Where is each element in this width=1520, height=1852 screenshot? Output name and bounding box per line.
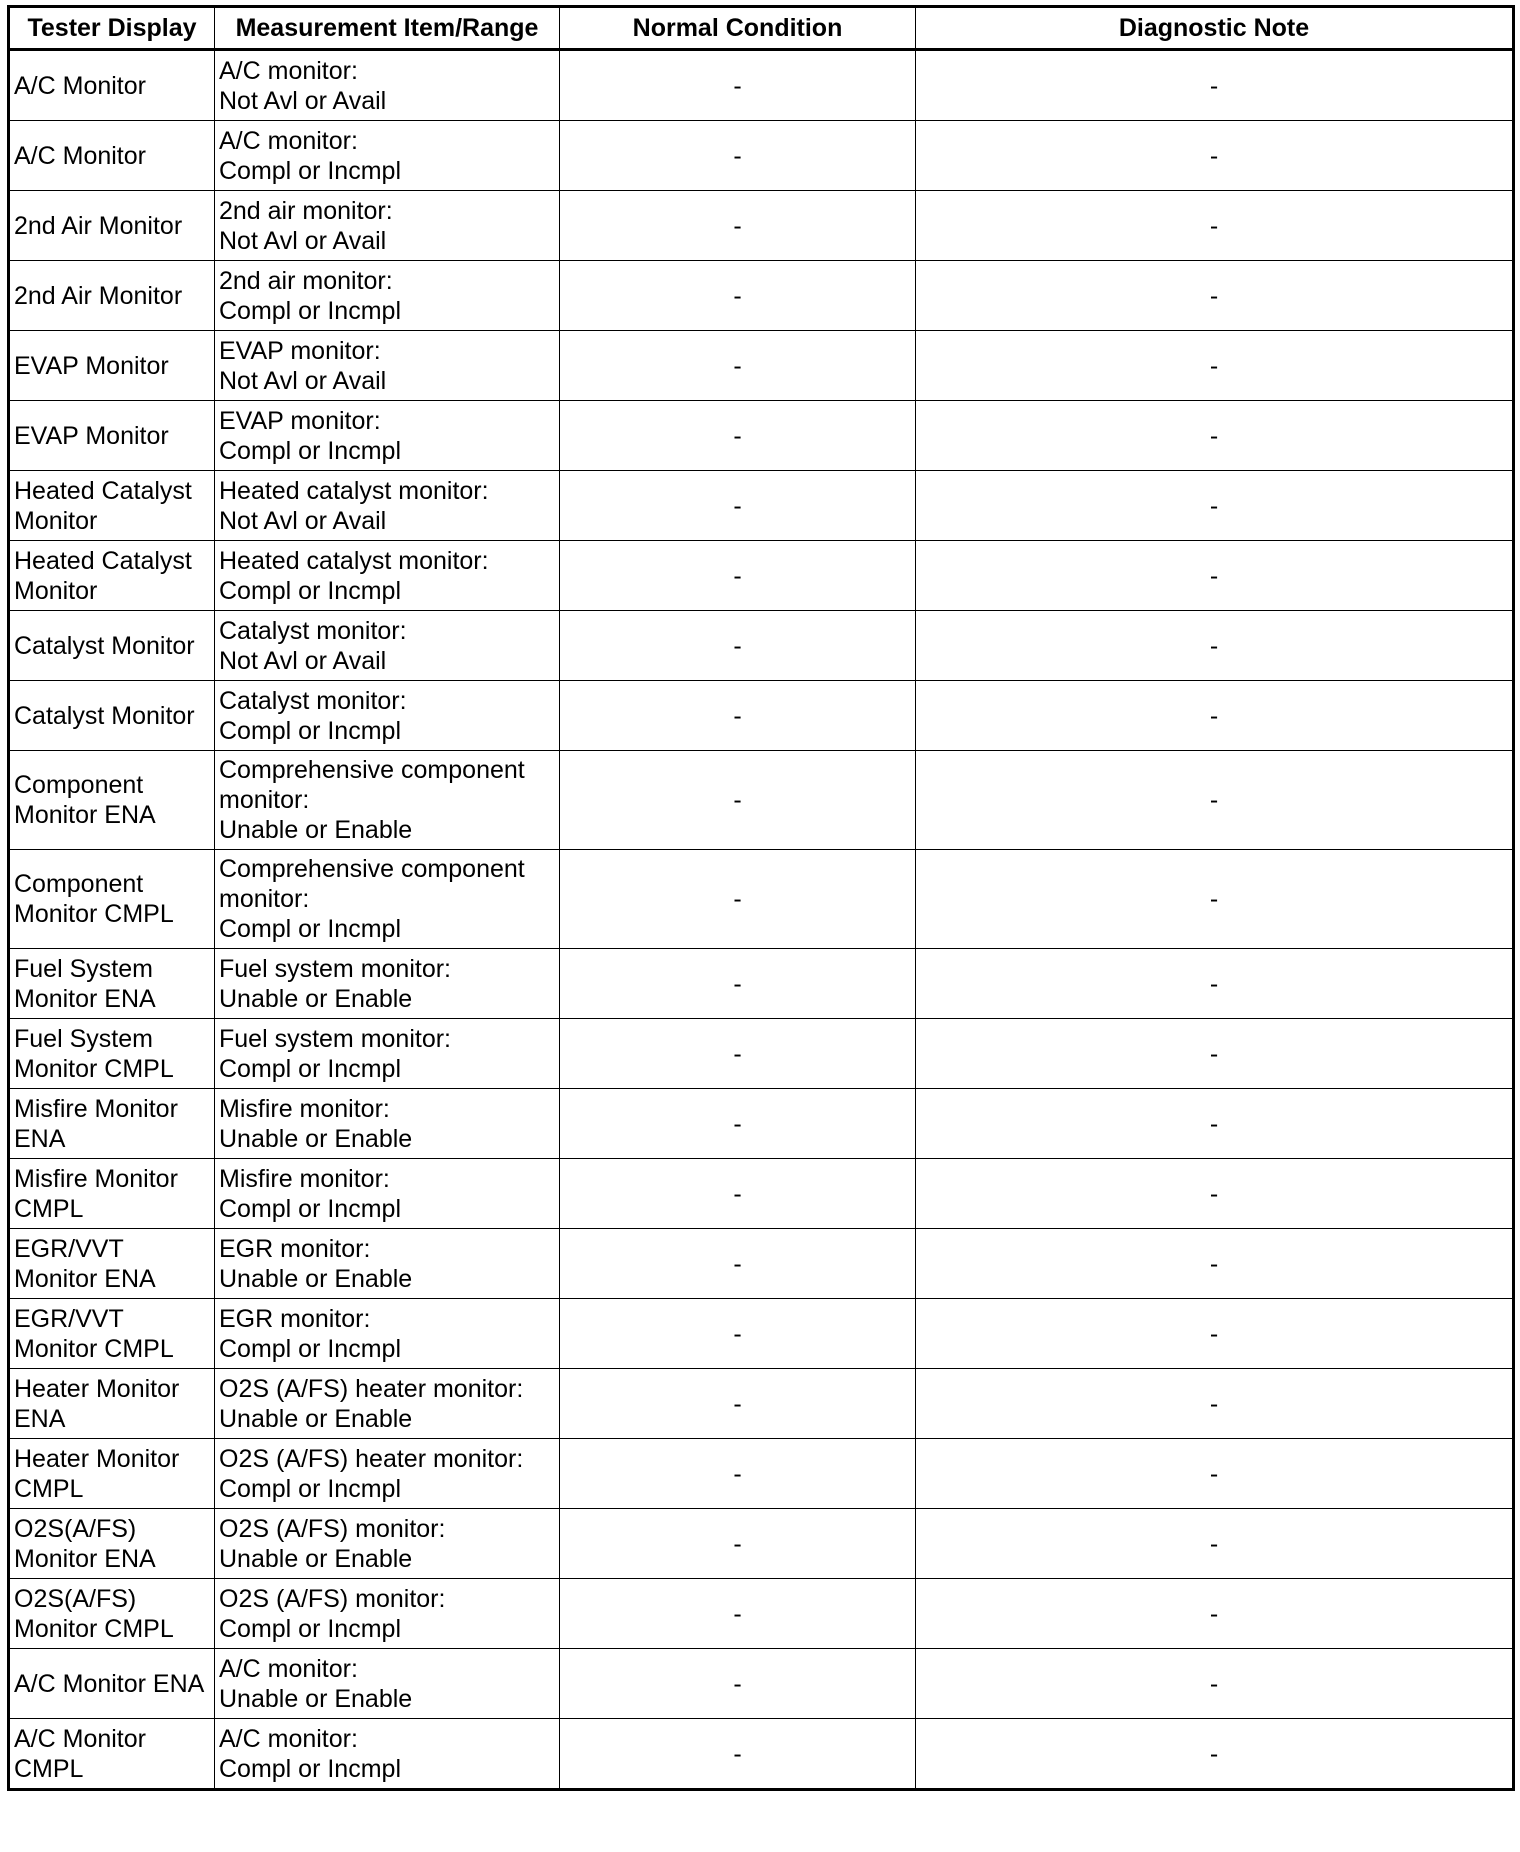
tester-display-text: Monitor CMPL: [14, 900, 174, 928]
tester-display-text: EVAP Monitor: [14, 421, 169, 450]
header-normal-condition: Normal Condition: [560, 7, 916, 50]
tester-display-text: Heated Catalyst: [14, 476, 192, 505]
cell-diagnostic-note: -: [916, 331, 1514, 401]
cell-measurement-item: [215, 471, 560, 541]
measurement-text: Compl or Incmpl: [219, 1054, 401, 1083]
table-row: [9, 1719, 1514, 1790]
cell-tester-display: [9, 681, 215, 751]
measurement-text: Compl or Incmpl: [219, 1334, 401, 1363]
cell-tester-display: [9, 850, 215, 949]
measurement-text: A/C monitor:: [219, 126, 358, 155]
tester-display-text: 2nd Air Monitor: [14, 211, 183, 240]
cell-tester-display: [9, 611, 215, 681]
tester-display-text: Monitor ENA: [14, 1544, 156, 1573]
measurement-text: 2nd air monitor:: [219, 196, 393, 225]
table-row: [9, 331, 1514, 401]
measurement-text: O2S (A/FS) monitor:: [219, 1514, 446, 1543]
cell-tester-display: [9, 331, 215, 401]
cell-diagnostic-note: -: [916, 1299, 1514, 1369]
monitor-status-table: [7, 5, 1515, 1791]
table-body: [9, 50, 1514, 1790]
cell-measurement-item: [215, 1019, 560, 1089]
cell-diagnostic-note: -: [916, 751, 1514, 850]
cell-diagnostic-note: -: [916, 949, 1514, 1019]
cell-tester-display: [9, 1019, 215, 1089]
cell-measurement-item: [215, 681, 560, 751]
cell-normal-condition: -: [560, 1299, 916, 1369]
cell-tester-display: [9, 1439, 215, 1509]
table-row: [9, 681, 1514, 751]
cell-tester-display: [9, 751, 215, 850]
cell-diagnostic-note: -: [916, 50, 1514, 121]
measurement-text: monitor:: [219, 786, 310, 814]
measurement-text: Heated catalyst monitor:: [219, 476, 489, 505]
tester-display-text: Monitor ENA: [14, 984, 156, 1013]
cell-measurement-item: [215, 1649, 560, 1719]
cell-tester-display: [9, 401, 215, 471]
tester-display-text: Heater Monitor: [14, 1374, 180, 1403]
measurement-text: Compl or Incmpl: [219, 1614, 401, 1643]
table-row: [9, 751, 1514, 850]
cell-measurement-item: [215, 331, 560, 401]
cell-normal-condition: -: [560, 1019, 916, 1089]
table-row: [9, 50, 1514, 121]
cell-normal-condition: -: [560, 50, 916, 121]
measurement-text: Not Avl or Avail: [219, 506, 387, 535]
table-row: [9, 1579, 1514, 1649]
cell-measurement-item: [215, 1299, 560, 1369]
measurement-text: Heated catalyst monitor:: [219, 546, 489, 575]
cell-diagnostic-note: -: [916, 1509, 1514, 1579]
tester-display-text: EGR/VVT: [14, 1234, 124, 1263]
measurement-text: 2nd air monitor:: [219, 266, 393, 295]
measurement-text: EVAP monitor:: [219, 406, 381, 435]
measurement-text: Compl or Incmpl: [219, 1194, 401, 1223]
cell-tester-display: [9, 1649, 215, 1719]
monitor-status-sheet: [7, 5, 1512, 1791]
cell-diagnostic-note: -: [916, 1229, 1514, 1299]
tester-display-text: Monitor ENA: [14, 801, 156, 829]
measurement-text: Not Avl or Avail: [219, 226, 387, 255]
measurement-text: O2S (A/FS) monitor:: [219, 1584, 446, 1613]
measurement-text: Compl or Incmpl: [219, 576, 401, 605]
tester-display-text: Monitor ENA: [14, 1264, 156, 1293]
cell-normal-condition: -: [560, 191, 916, 261]
cell-tester-display: [9, 471, 215, 541]
cell-normal-condition: -: [560, 1159, 916, 1229]
measurement-text: monitor:: [219, 885, 310, 913]
cell-normal-condition: -: [560, 1229, 916, 1299]
tester-display-text: Monitor CMPL: [14, 1334, 174, 1363]
tester-display-text: Monitor: [14, 576, 98, 605]
cell-normal-condition: -: [560, 541, 916, 611]
measurement-text: EGR monitor:: [219, 1304, 371, 1333]
cell-normal-condition: -: [560, 121, 916, 191]
measurement-text: Not Avl or Avail: [219, 646, 387, 675]
cell-diagnostic-note: -: [916, 261, 1514, 331]
measurement-text: A/C monitor:: [219, 1654, 358, 1683]
cell-tester-display: [9, 1229, 215, 1299]
table-row: [9, 261, 1514, 331]
cell-normal-condition: -: [560, 1649, 916, 1719]
tester-display-text: Heated Catalyst: [14, 546, 192, 575]
measurement-text: Unable or Enable: [219, 816, 413, 844]
table-row: [9, 121, 1514, 191]
cell-diagnostic-note: -: [916, 1159, 1514, 1229]
cell-tester-display: [9, 50, 215, 121]
tester-display-text: 2nd Air Monitor: [14, 281, 183, 310]
header-measurement-item-range: Measurement Item/Range: [215, 7, 560, 50]
measurement-text: Compl or Incmpl: [219, 915, 401, 943]
cell-measurement-item: [215, 191, 560, 261]
table-row: [9, 191, 1514, 261]
cell-normal-condition: -: [560, 1719, 916, 1790]
measurement-text: Compl or Incmpl: [219, 716, 401, 745]
header-tester-display: Tester Display: [9, 7, 215, 50]
tester-display-text: A/C Monitor: [14, 1724, 146, 1753]
measurement-text: Comprehensive component: [219, 855, 525, 883]
measurement-text: Fuel system monitor:: [219, 954, 452, 983]
tester-display-text: Component: [14, 870, 144, 898]
cell-diagnostic-note: -: [916, 191, 1514, 261]
tester-display-text: Monitor: [14, 506, 98, 535]
cell-measurement-item: [215, 541, 560, 611]
tester-display-text: ENA: [14, 1404, 66, 1433]
table-row: [9, 1229, 1514, 1299]
measurement-text: Unable or Enable: [219, 1684, 413, 1713]
table-row: [9, 471, 1514, 541]
table-row: [9, 949, 1514, 1019]
measurement-text: Not Avl or Avail: [219, 366, 387, 395]
cell-diagnostic-note: -: [916, 121, 1514, 191]
measurement-text: Compl or Incmpl: [219, 436, 401, 465]
tester-display-text: O2S(A/FS): [14, 1584, 137, 1613]
table-row: [9, 401, 1514, 471]
cell-tester-display: [9, 1719, 215, 1790]
cell-measurement-item: [215, 1439, 560, 1509]
table-row: [9, 1509, 1514, 1579]
table-row: [9, 850, 1514, 949]
cell-measurement-item: [215, 50, 560, 121]
cell-diagnostic-note: -: [916, 1719, 1514, 1790]
measurement-text: Fuel system monitor:: [219, 1024, 452, 1053]
cell-measurement-item: [215, 611, 560, 681]
cell-diagnostic-note: -: [916, 1369, 1514, 1439]
cell-normal-condition: -: [560, 1439, 916, 1509]
measurement-text: Unable or Enable: [219, 984, 413, 1013]
tester-display-text: Monitor CMPL: [14, 1054, 174, 1083]
cell-normal-condition: -: [560, 1089, 916, 1159]
measurement-text: Unable or Enable: [219, 1404, 413, 1433]
cell-normal-condition: -: [560, 1509, 916, 1579]
cell-measurement-item: [215, 1369, 560, 1439]
tester-display-text: ENA: [14, 1124, 66, 1153]
measurement-text: Compl or Incmpl: [219, 296, 401, 325]
measurement-text: Catalyst monitor:: [219, 616, 407, 645]
tester-display-text: Heater Monitor: [14, 1444, 180, 1473]
tester-display-text: CMPL: [14, 1474, 84, 1503]
measurement-text: EGR monitor:: [219, 1234, 371, 1263]
tester-display-text: Misfire Monitor: [14, 1094, 178, 1123]
cell-normal-condition: -: [560, 1369, 916, 1439]
cell-diagnostic-note: -: [916, 541, 1514, 611]
header-diagnostic-note: Diagnostic Note: [916, 7, 1514, 50]
cell-normal-condition: -: [560, 751, 916, 850]
measurement-text: Not Avl or Avail: [219, 86, 387, 115]
cell-measurement-item: [215, 1579, 560, 1649]
measurement-text: O2S (A/FS) heater monitor:: [219, 1444, 524, 1473]
cell-measurement-item: [215, 1089, 560, 1159]
cell-measurement-item: [215, 121, 560, 191]
cell-measurement-item: [215, 1509, 560, 1579]
table-row: [9, 1439, 1514, 1509]
cell-tester-display: [9, 1509, 215, 1579]
cell-measurement-item: [215, 850, 560, 949]
measurement-text: EVAP monitor:: [219, 336, 381, 365]
cell-measurement-item: [215, 1719, 560, 1790]
cell-diagnostic-note: -: [916, 1089, 1514, 1159]
tester-display-text: Monitor CMPL: [14, 1614, 174, 1643]
cell-diagnostic-note: -: [916, 681, 1514, 751]
cell-tester-display: [9, 191, 215, 261]
cell-normal-condition: -: [560, 611, 916, 681]
tester-display-text: A/C Monitor: [14, 71, 146, 100]
table-row: [9, 541, 1514, 611]
measurement-text: Misfire monitor:: [219, 1164, 390, 1193]
tester-display-text: Catalyst Monitor: [14, 631, 195, 660]
tester-display-text: EGR/VVT: [14, 1304, 124, 1333]
tester-display-text: CMPL: [14, 1754, 84, 1783]
cell-measurement-item: [215, 949, 560, 1019]
measurement-text: A/C monitor:: [219, 56, 358, 85]
cell-normal-condition: -: [560, 471, 916, 541]
tester-display-text: Component: [14, 771, 144, 799]
cell-diagnostic-note: -: [916, 1439, 1514, 1509]
table-row: [9, 1089, 1514, 1159]
cell-normal-condition: -: [560, 261, 916, 331]
cell-tester-display: [9, 1369, 215, 1439]
cell-diagnostic-note: -: [916, 1649, 1514, 1719]
cell-normal-condition: -: [560, 681, 916, 751]
tester-display-text: A/C Monitor: [14, 141, 146, 170]
cell-measurement-item: [215, 401, 560, 471]
cell-diagnostic-note: -: [916, 850, 1514, 949]
cell-tester-display: [9, 949, 215, 1019]
cell-tester-display: [9, 1299, 215, 1369]
tester-display-text: O2S(A/FS): [14, 1514, 137, 1543]
cell-diagnostic-note: -: [916, 1579, 1514, 1649]
cell-tester-display: [9, 541, 215, 611]
measurement-text: Comprehensive component: [219, 756, 525, 784]
cell-tester-display: [9, 121, 215, 191]
cell-measurement-item: [215, 261, 560, 331]
cell-tester-display: [9, 1089, 215, 1159]
measurement-text: Compl or Incmpl: [219, 156, 401, 185]
cell-measurement-item: [215, 1159, 560, 1229]
tester-display-text: A/C Monitor ENA: [14, 1669, 205, 1698]
measurement-text: Unable or Enable: [219, 1544, 413, 1573]
table-row: [9, 1299, 1514, 1369]
tester-display-text: Fuel System: [14, 1024, 153, 1053]
measurement-text: Compl or Incmpl: [219, 1474, 401, 1503]
cell-tester-display: [9, 261, 215, 331]
measurement-text: Unable or Enable: [219, 1264, 413, 1293]
cell-diagnostic-note: -: [916, 471, 1514, 541]
cell-measurement-item: [215, 1229, 560, 1299]
table-row: [9, 1019, 1514, 1089]
measurement-text: Compl or Incmpl: [219, 1754, 401, 1783]
cell-normal-condition: -: [560, 850, 916, 949]
tester-display-text: Catalyst Monitor: [14, 701, 195, 730]
tester-display-text: Fuel System: [14, 954, 153, 983]
table-row: [9, 1649, 1514, 1719]
cell-diagnostic-note: -: [916, 1019, 1514, 1089]
table-header-row: [9, 7, 1514, 50]
cell-diagnostic-note: -: [916, 611, 1514, 681]
table-row: [9, 611, 1514, 681]
tester-display-text: CMPL: [14, 1194, 84, 1223]
cell-normal-condition: -: [560, 401, 916, 471]
tester-display-text: Misfire Monitor: [14, 1164, 178, 1193]
cell-diagnostic-note: -: [916, 401, 1514, 471]
measurement-text: Catalyst monitor:: [219, 686, 407, 715]
table-row: [9, 1369, 1514, 1439]
measurement-text: A/C monitor:: [219, 1724, 358, 1753]
measurement-text: Unable or Enable: [219, 1124, 413, 1153]
measurement-text: Misfire monitor:: [219, 1094, 390, 1123]
cell-tester-display: [9, 1159, 215, 1229]
tester-display-text: EVAP Monitor: [14, 351, 169, 380]
cell-normal-condition: -: [560, 331, 916, 401]
measurement-text: O2S (A/FS) heater monitor:: [219, 1374, 524, 1403]
cell-normal-condition: -: [560, 949, 916, 1019]
cell-tester-display: [9, 1579, 215, 1649]
cell-measurement-item: [215, 751, 560, 850]
cell-normal-condition: -: [560, 1579, 916, 1649]
table-row: [9, 1159, 1514, 1229]
